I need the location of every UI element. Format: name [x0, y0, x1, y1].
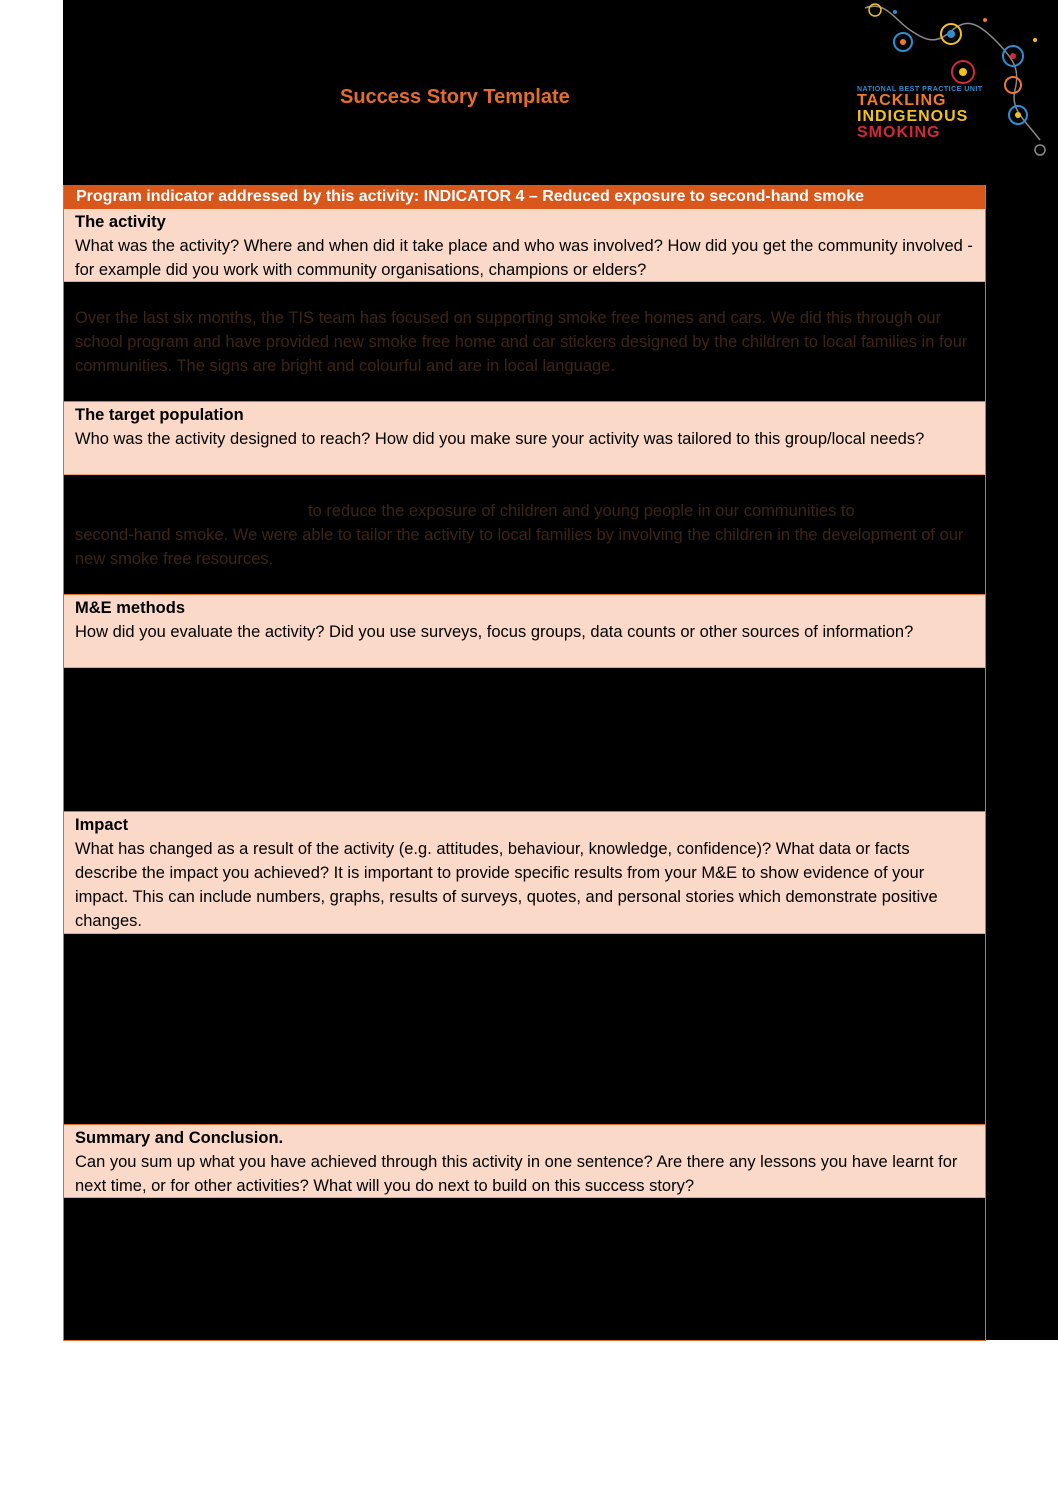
section-question: How did you evaluate the activity? Did you use surveys, focus groups, data counts or other sources of information?: [75, 623, 914, 641]
logo-line-2: INDIGENOUS: [857, 108, 969, 125]
section-question: What has changed as a result of the activity (e.g. attitudes, behaviour, knowledge, confidence)? What data or facts describe the impact you achieved? It is important to provide specific results from your M&E to show evidence of your impact. This can include numbers, graphs, results of surveys, quotes, and personal stories which demonstrate positive changes.: [75, 840, 938, 930]
answer-field-target-population[interactable]: [64, 475, 985, 595]
section-question: Who was the activity designed to reach? How did you make sure your activity was tailored to this group/local needs?: [75, 430, 925, 448]
answer-text: Over the last six months, the TIS team has focused on supporting smoke free homes and cars. We did this through our school program and have provided new smoke free home and car stickers designed by the children to local families in four communities. The signs are bright and colourful and are in local language.: [75, 309, 968, 375]
section-prompt-activity: [64, 209, 985, 282]
answer-field-activity[interactable]: [64, 282, 985, 402]
tis-logo: [855, 0, 1055, 162]
success-story-table: [63, 185, 986, 1341]
logo-line-1: TACKLING: [857, 92, 947, 109]
section-heading: Impact: [75, 816, 129, 834]
section-heading: M&E methods: [75, 599, 186, 617]
logo-line-3: SMOKING: [857, 124, 941, 141]
answer-field-summary[interactable]: [64, 1198, 985, 1341]
section-heading: Summary and Conclusion.: [75, 1129, 284, 1147]
logo-line-small: NATIONAL BEST PRACTICE UNIT: [857, 86, 983, 93]
section-prompt-target-population: [64, 402, 985, 475]
section-prompt-impact: [64, 812, 985, 934]
document-title: Success Story Template: [340, 86, 570, 108]
answer-field-me-methods[interactable]: [64, 668, 985, 812]
section-heading: The target population: [75, 406, 244, 424]
answer-field-impact[interactable]: [64, 934, 985, 1125]
logo-wordmark: [857, 86, 983, 141]
section-question: What was the activity? Where and when did it take place and who was involved? How did you get the community involved - for example did you work with community organisations, champions or elders?: [75, 237, 973, 279]
answer-text: second-hand smoke. We were able to tailor the activity to local families by involving the children in the development of our new smoke free resources.: [75, 526, 964, 568]
section-prompt-summary: [64, 1125, 985, 1198]
answer-text-line1: to reduce the exposure of children and young people in our communities to: [308, 502, 855, 520]
section-question: Can you sum up what you have achieved through this activity in one sentence? Are there any lessons you have learnt for next time, or for other activities? What will you do next to build on this success story?: [75, 1153, 958, 1195]
section-prompt-me-methods: [64, 595, 985, 668]
indicator-header: Program indicator addressed by this activity: INDICATOR 4 – Reduced exposure to second-hand smoke: [64, 185, 985, 209]
section-heading: The activity: [75, 213, 166, 231]
